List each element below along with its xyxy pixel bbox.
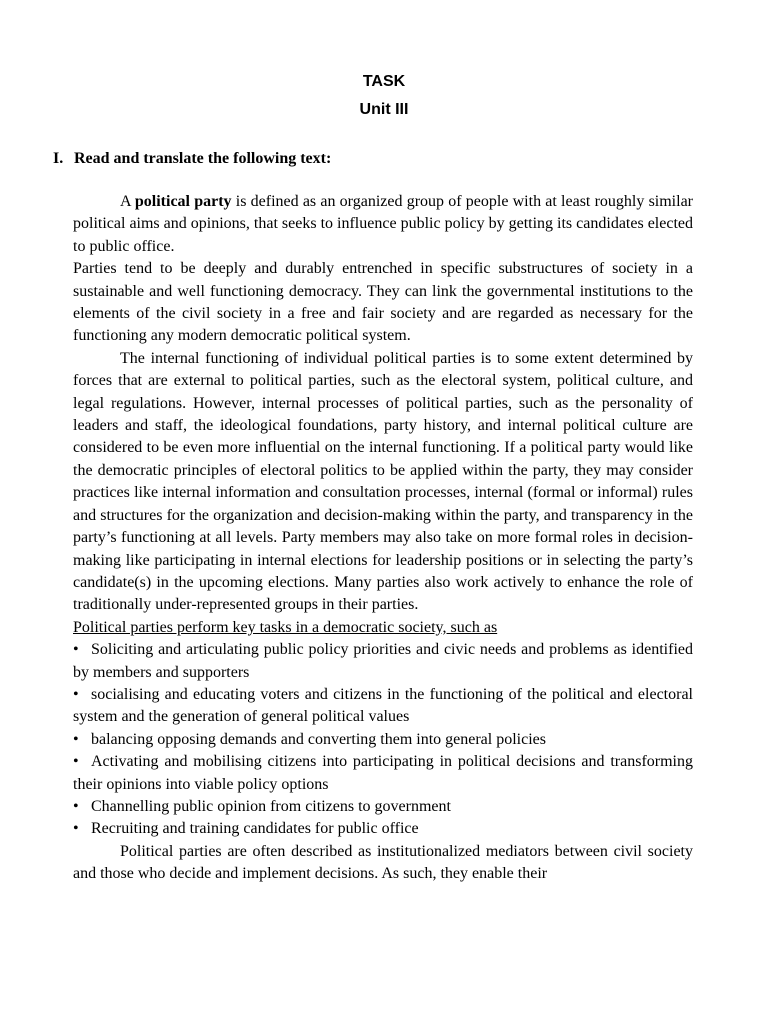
- bullet-text: Recruiting and training candidates for public office: [91, 820, 419, 838]
- bullet-text: Soliciting and articulating public policy priorities and civic needs and problems as identified by members and supporters: [73, 641, 693, 681]
- document-body: [73, 191, 693, 886]
- bullet-item: [73, 751, 693, 796]
- paragraph-definition-lead: A: [120, 193, 135, 210]
- paragraph-definition-text: is defined as an organized group of people with at least roughly similar political aims and opinions, that seeks to influence public policy by getting its candidates elected to public office.: [73, 193, 694, 255]
- paragraph-internal-functioning: The internal functioning of individual political parties is to some extent determined by forces that are external to political parties, such as the electoral system, political culture, and legal regulations. However, internal processes of political parties, such as the personality of leaders and staff, the ideological foundations, party history, and internal political culture are considered to be even more influential on the internal functioning. If a political party would like the democratic principles of electoral politics to be applied within the party, they may consider practices like internal information and consultation processes, internal (formal or informal) rules and structures for the organization and decision-making within the party, and transparency in the party’s functioning at all levels. Party members may also take on more formal roles in decision-making like participating in internal elections for leadership positions or in selecting the party’s candidate(s) in the upcoming elections. Many parties also work actively to enhance the role of traditionally under-represented groups in their parties.: [73, 349, 693, 614]
- bullet-item: [73, 796, 693, 818]
- term-political-party: political party: [134, 193, 232, 210]
- bullet-icon: •: [73, 797, 79, 815]
- paragraph-entrenchment: Parties tend to be deeply and durably entrenched in specific substructures of society in a sustainable and well functioning democracy. They can link the governmental institutions to the elements of the civil society in a free and fair society and are regarded as necessary for the functioning any modern democratic political system.: [73, 260, 693, 345]
- section-heading: [53, 149, 331, 169]
- unit-subtitle: Unit III: [359, 101, 409, 118]
- bullet-text: Channelling public opinion from citizens to government: [91, 797, 451, 815]
- bullet-icon: •: [73, 641, 79, 659]
- bullet-item: [73, 729, 693, 751]
- paragraph-definition: [73, 191, 693, 258]
- bullet-text: socialising and educating voters and citizens in the functioning of the political and electoral system and the generation of general political values: [73, 685, 693, 726]
- page-title: TASK: [362, 73, 406, 90]
- section-heading-text: Read and translate the following text:: [74, 150, 332, 167]
- bullet-item: [73, 639, 693, 684]
- paragraph-mediators: Political parties are often described as institutionalized mediators between civil society and those who decide and implement decisions. As such, they enable their: [73, 842, 693, 883]
- bullet-item: [73, 684, 693, 729]
- bullet-icon: •: [73, 730, 79, 748]
- section-number: I.: [53, 150, 64, 167]
- bullet-item: [73, 818, 693, 840]
- bullet-text: Activating and mobilising citizens into participating in political decisions and transforming their opinions into viable policy options: [73, 753, 693, 793]
- bullet-icon: •: [73, 820, 79, 838]
- bullet-icon: •: [73, 685, 79, 703]
- bullet-text: balancing opposing demands and converting them into general policies: [91, 730, 546, 748]
- tasks-intro: Political parties perform key tasks in a democratic society, such as: [73, 618, 498, 636]
- bullet-icon: •: [73, 753, 79, 771]
